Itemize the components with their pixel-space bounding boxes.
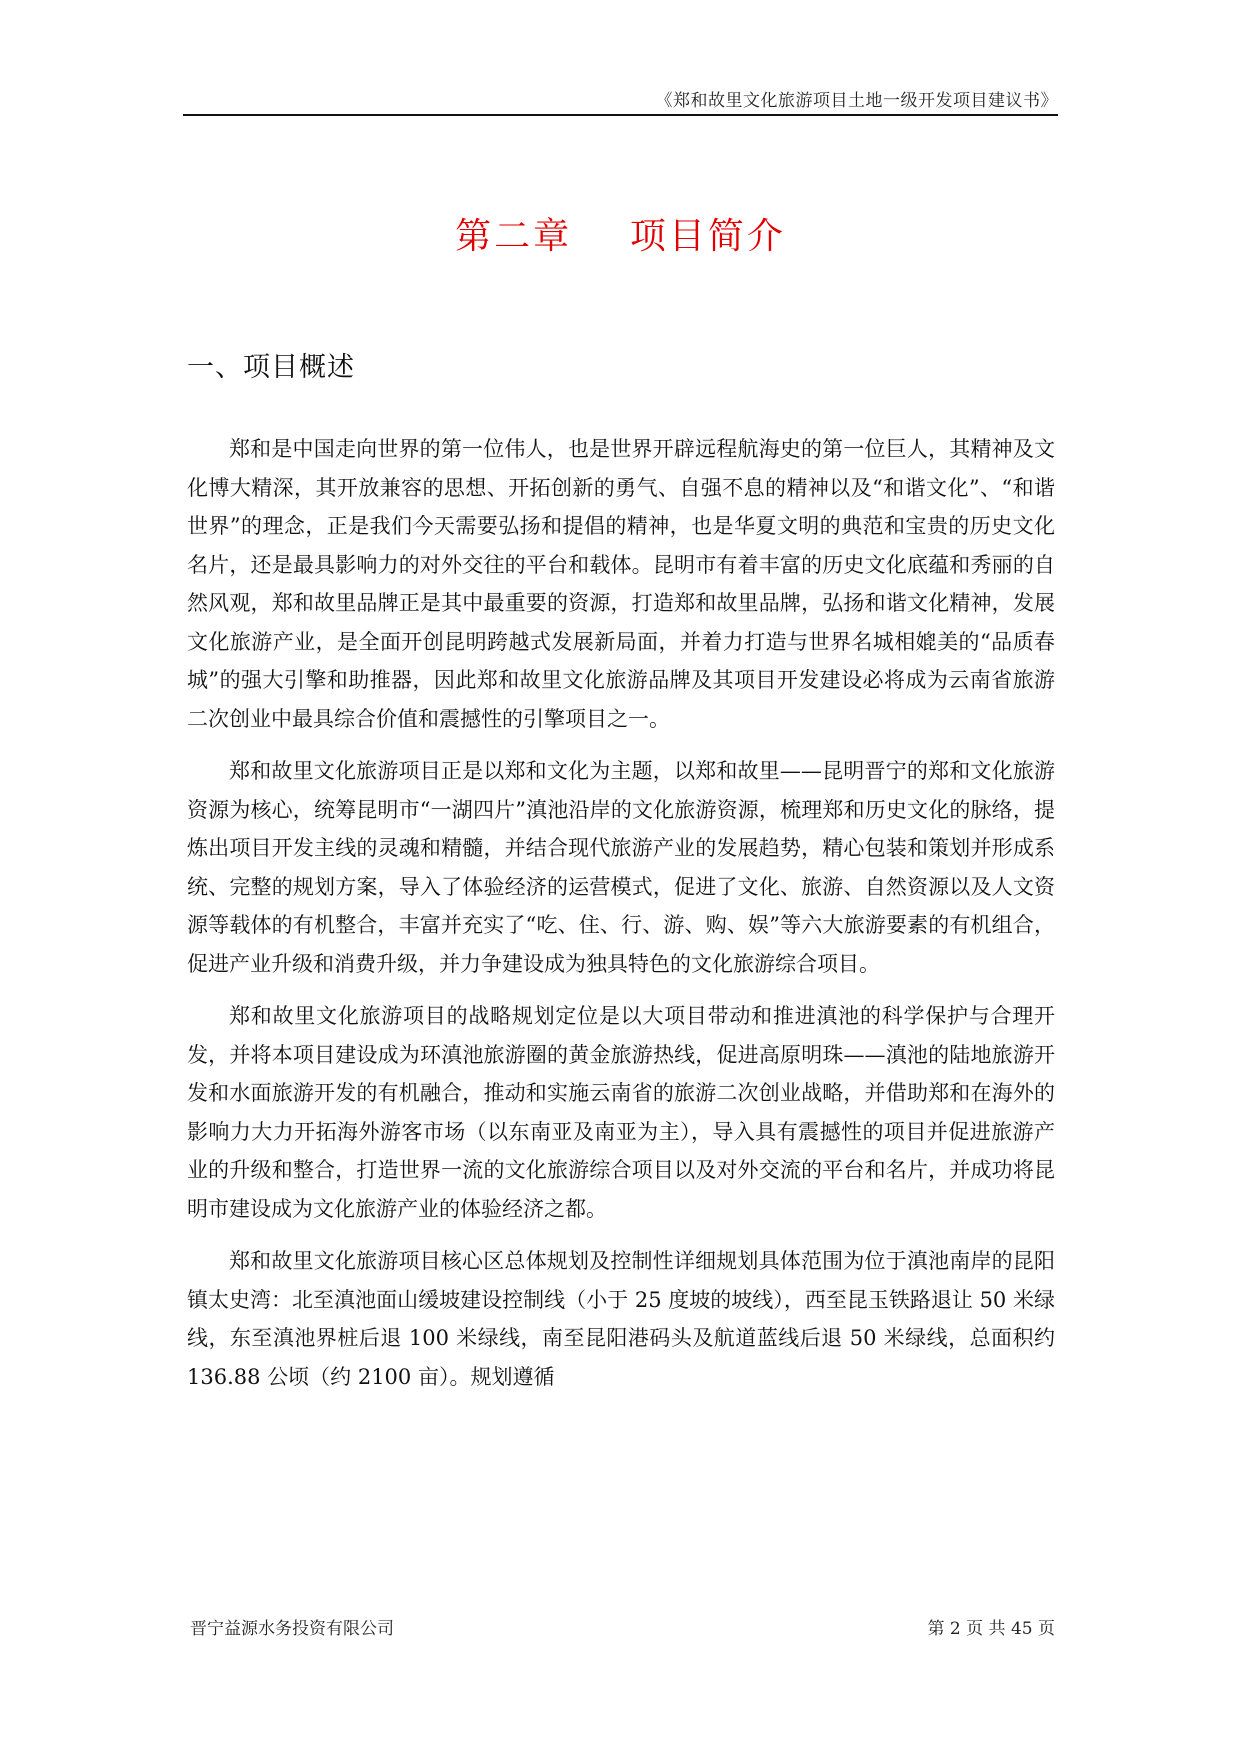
header-rule <box>183 114 1058 116</box>
body-text <box>187 430 1055 1410</box>
chapter-title: 第二章 项目简介 <box>455 216 786 257</box>
paragraph: 郑和是中国走向世界的第一位伟人，也是世界开辟远程航海史的第一位巨人，其精神及文化博大精深，其开放兼容的思想、开拓创新的勇气、自强不息的精神以及“和谐文化”、“和谐世界”的理念，正是我们今天需要弘扬和提倡的精神，也是华夏文明的典范和宝贵的历史文化名片，还是最具影响力的对外交往的平台和载体。昆明市有着丰富的历史文化底蕴和秀丽的自然风观，郑和故里品牌正是其中最重要的资源，打造郑和故里品牌，弘扬和谐文化精神，发展文化旅游产业，是全面开创昆明跨越式发展新局面，并着力打造与世界名城相媲美的“品质春城”的强大引擎和助推器，因此郑和故里文化旅游品牌及其项目开发建设必将成为云南省旅游二次创业中最具综合价值和震撼性的引擎项目之一。 <box>187 437 1055 731</box>
page-footer <box>190 1614 1055 1639</box>
running-header: 《郑和故里文化旅游项目土地一级开发项目建议书》 <box>655 91 1058 111</box>
paragraph: 郑和故里文化旅游项目正是以郑和文化为主题，以郑和故里——昆明晋宁的郑和文化旅游资源为核心，统筹昆明市“一湖四片”滇池沿岸的文化旅游资源，梳理郑和历史文化的脉络，提炼出项目开发主线的灵魂和精髓，并结合现代旅游产业的发展趋势，精心包装和策划并形成系统、完整的规划方案，导入了体验经济的运营模式，促进了文化、旅游、自然资源以及人文资源等载体的有机整合，丰富并充实了“吃、住、行、游、购、娱”等六大旅游要素的有机组合，促进产业升级和消费升级，并力争建设成为独具特色的文化旅游综合项目。 <box>187 759 1055 976</box>
footer-page-number: 第 2 页 共 45 页 <box>927 1619 1055 1639</box>
section-heading: 一、项目概述 <box>187 352 355 383</box>
paragraph: 郑和故里文化旅游项目核心区总体规划及控制性详细规划具体范围为位于滇池南岸的昆阳镇太史湾：北至滇池面山缓坡建设控制线（小于 25 度坡的坡线），西至昆玉铁路退让 50 米绿线，东至滇池界桩后退 100 米绿线，南至昆阳港码头及航道蓝线后退 50 米绿线，总面积约 136.88 公顷（约 2100 亩）。规划遵循 <box>187 1249 1055 1389</box>
paragraph: 郑和故里文化旅游项目的战略规划定位是以大项目带动和推进滇池的科学保护与合理开发，并将本项目建设成为环滇池旅游圈的黄金旅游热线，促进高原明珠——滇池的陆地旅游开发和水面旅游开发的有机融合，推动和实施云南省的旅游二次创业战略，并借助郑和在海外的影响力大力开拓海外游客市场（以东南亚及南亚为主），导入具有震撼性的项目并促进旅游产业的升级和整合，打造世界一流的文化旅游综合项目以及对外交流的平台和名片，并成功将昆明市建设成为文化旅游产业的体验经济之都。 <box>187 1004 1055 1221</box>
footer-company: 晋宁益源水务投资有限公司 <box>190 1619 394 1639</box>
